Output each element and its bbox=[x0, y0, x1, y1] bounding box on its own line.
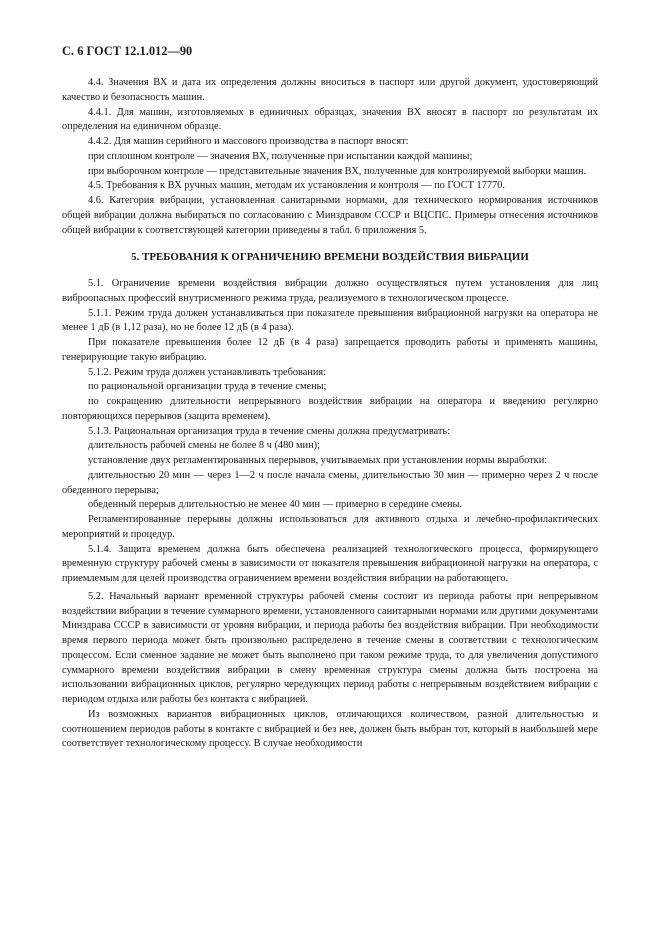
paragraph-5-1-4: 5.1.4. Защита временем должна быть обеспечена реализацией технологического процесса, формирующего временную структуру рабочей смены в зависимости от показателя превышения вибрационной нагрузки на оператора, с приемлемым для целей производства ограничением времени воздействия вибрации на работающего. bbox=[62, 543, 598, 584]
paragraph-5-1-3: 5.1.3. Рациональная организация труда в течение смены должна предусматривать: bbox=[88, 425, 450, 437]
page-header: С. 6 ГОСТ 12.1.012—90 bbox=[62, 44, 193, 58]
paragraph-5-1: 5.1. Ограничение времени воздействия вибрации должно осуществляться путем установления для лиц виброопасных профессий внутрисменного режима труда, реализуемого в технологическом процессе. bbox=[62, 278, 598, 304]
paragraph-rational-organization: по рациональной организации труда в течение смены; bbox=[88, 381, 327, 393]
paragraph-continuous-control: при сплошном контроле — значения ВХ, полученные при испытании каждой машины; bbox=[88, 150, 473, 162]
section-heading: 5. ТРЕБОВАНИЯ К ОГРАНИЧЕНИЮ ВРЕМЕНИ ВОЗДЕЙСТВИЯ ВИБРАЦИИ bbox=[131, 251, 529, 264]
paragraph-lunch-break: обеденный перерыв длительностью не менее 40 мин — примерно в середине смены. bbox=[88, 499, 463, 511]
paragraph-time-protection: по сокращению длительности непрерывного воздействия вибрации на оператора и введению регулярно повторяющихся перерывов (защита временем). bbox=[62, 396, 598, 422]
paragraph-over-12db: При показателе превышения более 12 дБ (в 4 раза) запрещается проводить работы и применять машины, генерирующие такую вибрацию. bbox=[62, 337, 598, 363]
paragraph-4-4: 4.4. Значения ВХ и дата их определения должны вноситься в паспорт или другой документ, удостоверяющий качество и безопасность машин. bbox=[62, 77, 598, 103]
paragraph-break-usage: Регламентированные перерывы должны использоваться для активного отдыха и лечебно-профилактических мероприятий и процедур. bbox=[62, 514, 598, 540]
paragraph-5-2: 5.2. Начальный вариант временной структуры рабочей смены состоит из периода работы при непрерывном воздействии вибрации в течение суммарного времени, установленного санитарными нормами или другими документами Минздрава СССР в зависимости от уровня вибрации, и периода работы без воздействия вибрации. При необходимости время первого периода может быть произвольно распределено в течение смены в соответствии с технологическим процессом. Если сменное задание не может быть выполнено при таком режиме труда, то для увеличения допустимого суммарного времени воздействия вибрации в смену временная структура смены должна быть построена на использовании вибрационных циклов, регулярно чередующих период работы с непрерывным воздействием вибрации с периодом отдыха или работы без контакта с вибрацией. bbox=[62, 590, 598, 705]
paragraph-4-6: 4.6. Категория вибрации, установленная санитарными нормами, для технического нормирования источников общей вибрации должна выбираться по согласованию с Минздравом СССР и ВЦСПС. Примеры отнесения источников общей вибрации к соответствующей категории приведены в табл. 6 приложения 5. bbox=[62, 195, 598, 236]
paragraph-4-4-1: 4.4.1. Для машин, изготовляемых в единичных образцах, значения ВХ вносят в паспорт по результатам их определения на единичном образце. bbox=[62, 106, 598, 133]
document-body bbox=[62, 76, 598, 752]
paragraph-two-breaks: установление двух регламентированных перерывов, учитываемых при установлении нормы выработки: bbox=[88, 455, 548, 466]
paragraph-5-1-1: 5.1.1. Режим труда должен устанавливаться при показателе превышения вибрационной нагрузки на оператора не менее 1 дБ (в 1,12 раза), но не более 12 дБ (в 4 раза). bbox=[62, 307, 598, 334]
paragraph-4-5: 4.5. Требования к ВХ ручных машин, методам их установления и контроля — по ГОСТ 17770. bbox=[88, 180, 505, 192]
paragraph-sample-control: при выборочном контроле — представительные значения ВХ, полученные для контролируемой выборки машин. bbox=[88, 165, 587, 177]
paragraph-break-durations: длительностью 20 мин — через 1—2 ч после начала смены, длительностью 30 мин — примерно через 2 ч после обеденного перерыва; bbox=[62, 469, 598, 496]
paragraph-cycle-variants: Из возможных вариантов вибрационных циклов, отличающихся количеством, разной длительностью и соотношением периодов работы в контакте с вибрацией и без нее, должен быть выбран тот, который в наибольшей мере соответствует технологическому процессу. В случае необходимости bbox=[62, 708, 598, 750]
paragraph-4-4-2: 4.4.2. Для машин серийного и массового производства в паспорт вносят: bbox=[88, 136, 409, 147]
paragraph-5-1-2: 5.1.2. Режим труда должен устанавливать требования: bbox=[88, 366, 327, 378]
paragraph-shift-duration: длительность рабочей смены не более 8 ч (480 мин); bbox=[88, 440, 320, 452]
